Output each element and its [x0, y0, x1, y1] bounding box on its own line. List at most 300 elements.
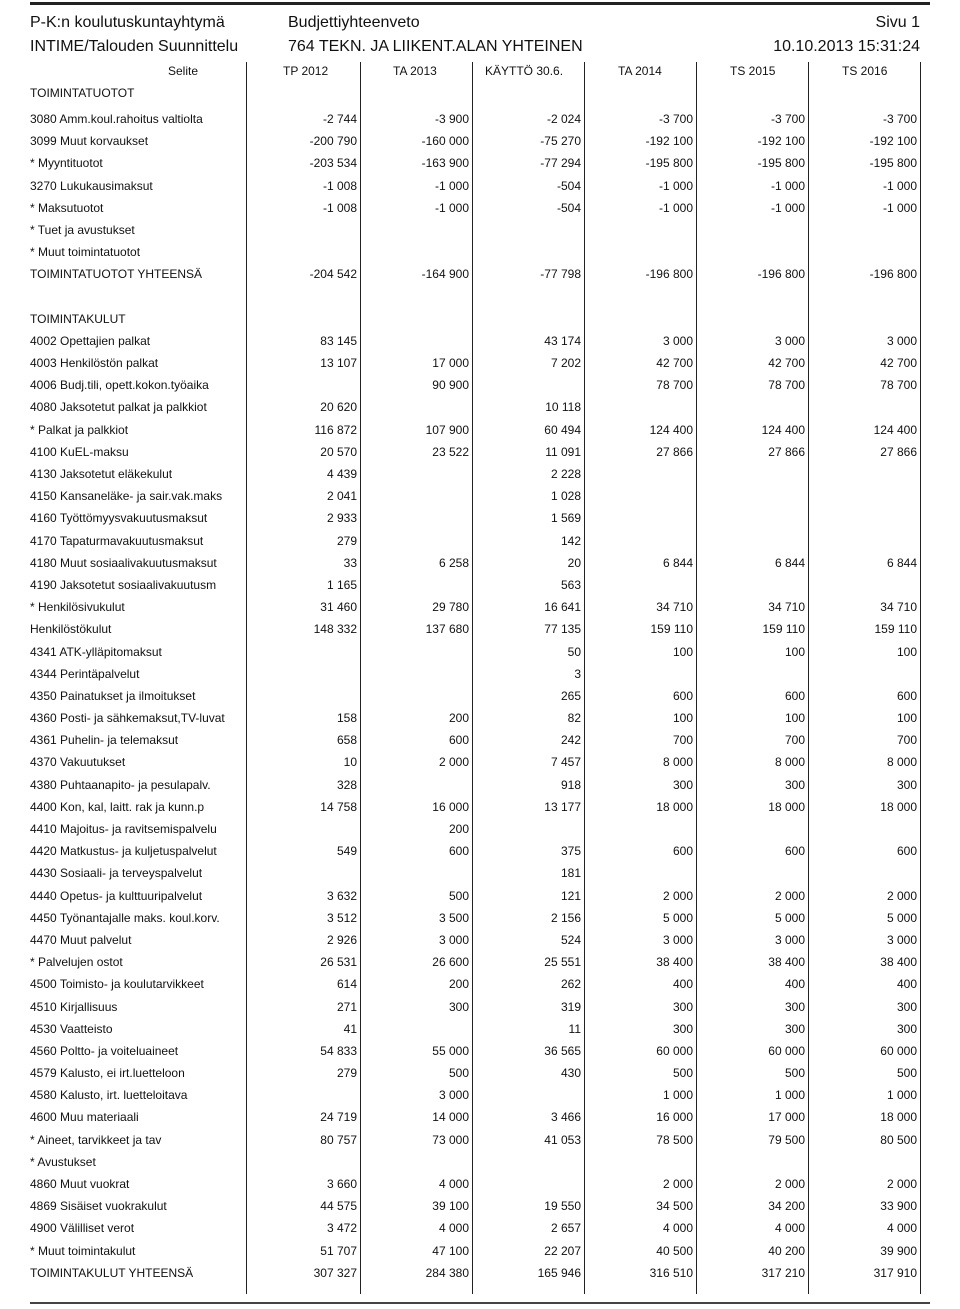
- cell-value: 124 400: [761, 422, 805, 437]
- row-label: 4420 Matkustus- ja kuljetuspalvelut: [30, 844, 217, 859]
- cell-value: 16 000: [432, 799, 469, 814]
- cell-value: 82: [567, 711, 581, 726]
- cell-value: -1 008: [322, 178, 357, 193]
- cell-value: 500: [672, 1066, 693, 1081]
- row-label: 4341 ATK-ylläpitomaksut: [30, 644, 162, 659]
- cell-value: 2 000: [774, 888, 805, 903]
- cell-value: 8 000: [774, 755, 805, 770]
- cell-value: 271: [336, 999, 357, 1014]
- cell-value: 430: [560, 1066, 581, 1081]
- table-row: [0, 1240, 960, 1262]
- cell-value: 500: [448, 1066, 469, 1081]
- cell-value: 3 472: [326, 1221, 357, 1236]
- cell-value: 600: [448, 844, 469, 859]
- cell-value: 100: [896, 711, 917, 726]
- bottom-rule: [30, 1302, 930, 1304]
- cell-value: 279: [336, 533, 357, 548]
- cell-value: 121: [560, 888, 581, 903]
- cell-value: 600: [672, 688, 693, 703]
- cell-value: 22 207: [544, 1243, 581, 1258]
- cell-value: 158: [336, 711, 357, 726]
- cell-value: 1 569: [550, 511, 581, 526]
- selite-label: Selite: [168, 64, 199, 78]
- cell-value: 2 933: [326, 511, 357, 526]
- table-row: [0, 751, 960, 773]
- cell-value: -3 900: [434, 112, 469, 126]
- cell-value: -196 800: [645, 267, 693, 282]
- cell-value: 23 522: [432, 444, 469, 459]
- cell-value: 20 570: [320, 444, 357, 459]
- cell-value: 38 400: [880, 955, 917, 970]
- cell-value: 34 500: [656, 1199, 693, 1214]
- cell-value: 524: [560, 932, 581, 947]
- cell-value: 300: [784, 1021, 805, 1036]
- row-label: 4450 Työnantajalle maks. koul.korv.: [30, 910, 220, 925]
- cell-value: 200: [448, 822, 469, 836]
- row-label: 4360 Posti- ja sähkemaksut,TV-luvat: [30, 711, 225, 726]
- cell-value: 27 866: [768, 444, 805, 459]
- cell-value: -160 000: [421, 134, 469, 149]
- cell-value: -2 744: [322, 112, 357, 126]
- cell-value: 600: [896, 688, 917, 703]
- cell-value: 2 000: [886, 888, 917, 903]
- table-row: [0, 352, 960, 374]
- cell-value: -192 100: [645, 134, 693, 149]
- cell-value: -196 800: [869, 267, 917, 282]
- cell-value: 4 000: [774, 1221, 805, 1236]
- cell-value: 24 719: [320, 1110, 357, 1125]
- section-title: TOIMINTATUOTOT: [30, 86, 135, 100]
- cell-value: 83 145: [320, 333, 357, 348]
- cell-value: 124 400: [649, 422, 693, 437]
- cell-value: 20 620: [320, 400, 357, 415]
- row-label: 3099 Muut korvaukset: [30, 134, 149, 149]
- cell-value: 10: [343, 755, 357, 770]
- cell-value: 5 000: [662, 910, 693, 925]
- cell-value: 8 000: [886, 755, 917, 770]
- col-header-ts2015: TS 2015: [730, 64, 776, 78]
- cell-value: 500: [896, 1066, 917, 1081]
- cell-value: 700: [784, 733, 805, 748]
- cell-value: 39 100: [432, 1199, 469, 1214]
- row-label: 4344 Perintäpalvelut: [30, 666, 140, 681]
- cell-value: 47 100: [432, 1243, 469, 1258]
- cell-value: 2 041: [326, 489, 357, 504]
- cell-value: 107 900: [425, 422, 469, 437]
- table-row: [0, 862, 960, 884]
- row-label: 3080 Amm.koul.rahoitus valtiolta: [30, 112, 203, 126]
- cell-value: 40 500: [656, 1243, 693, 1258]
- cell-value: 300: [784, 999, 805, 1014]
- cell-value: 5 000: [774, 910, 805, 925]
- cell-value: 2 000: [662, 1177, 693, 1191]
- cell-value: 1 028: [550, 489, 581, 504]
- row-label: 4100 KuEL-maksu: [30, 444, 129, 459]
- col-header-ta2013: TA 2013: [393, 64, 437, 78]
- cell-value: 34 710: [768, 600, 805, 615]
- cell-value: 80 500: [880, 1132, 917, 1147]
- row-label: 4370 Vakuutukset: [30, 755, 126, 770]
- cell-value: 4 000: [662, 1221, 693, 1236]
- cell-value: 2 228: [550, 467, 581, 481]
- row-label: * Muut toimintakulut: [30, 1243, 136, 1258]
- cell-value: -200 790: [309, 134, 357, 149]
- table-row: [0, 1040, 960, 1062]
- cell-value: 4 000: [886, 1221, 917, 1236]
- cell-value: 90 900: [432, 378, 469, 393]
- cell-value: 3 632: [326, 888, 357, 903]
- cell-value: 18 000: [880, 1110, 917, 1125]
- cell-value: 6 844: [662, 555, 693, 570]
- cell-value: 2 000: [774, 1177, 805, 1191]
- top-rule: [30, 2, 930, 5]
- cell-value: 11 091: [545, 444, 581, 459]
- cell-value: 375: [560, 844, 581, 859]
- table-row: [0, 774, 960, 796]
- table-row: [0, 596, 960, 618]
- cell-value: 78 700: [656, 378, 693, 393]
- cell-value: 18 000: [656, 799, 693, 814]
- cell-value: 11: [568, 1021, 581, 1036]
- cell-value: 100: [784, 711, 805, 726]
- cell-value: 600: [784, 688, 805, 703]
- cell-value: 242: [560, 733, 581, 748]
- report-datetime: 10.10.2013 15:31:24: [773, 38, 920, 55]
- cell-value: 307 327: [313, 1265, 357, 1280]
- cell-value: -195 800: [757, 156, 805, 171]
- row-label: 4002 Opettajien palkat: [30, 333, 151, 348]
- cell-value: -3 700: [770, 112, 805, 126]
- cell-value: -1 000: [882, 178, 917, 193]
- cell-value: 60 000: [768, 1043, 805, 1058]
- table-row: [0, 419, 960, 441]
- cell-value: 300: [784, 777, 805, 792]
- cell-value: 6 258: [438, 555, 469, 570]
- cell-value: 34 200: [768, 1199, 805, 1214]
- cell-value: 1 000: [774, 1088, 805, 1103]
- cell-value: -1 000: [770, 200, 805, 215]
- table-row: [0, 951, 960, 973]
- row-label: 4361 Puhelin- ja telemaksut: [30, 733, 179, 748]
- cell-value: 124 400: [873, 422, 917, 437]
- table-row: [0, 1151, 960, 1173]
- cell-value: 159 110: [650, 622, 693, 637]
- cell-value: 500: [784, 1066, 805, 1081]
- cell-value: 400: [896, 977, 917, 992]
- cell-value: -164 900: [421, 267, 469, 282]
- cell-value: -2 024: [546, 112, 581, 126]
- row-label: 4560 Poltto- ja voiteluaineet: [30, 1043, 179, 1058]
- cell-value: 328: [336, 777, 357, 792]
- cell-value: 44 575: [320, 1199, 357, 1214]
- cell-value: 26 531: [320, 955, 357, 970]
- row-label: * Myyntituotot: [30, 156, 103, 171]
- cell-value: 549: [336, 844, 357, 859]
- cell-value: -163 900: [421, 156, 469, 171]
- cell-value: -192 100: [757, 134, 805, 149]
- cell-value: 19 550: [544, 1199, 581, 1214]
- cell-value: 4 439: [326, 467, 357, 481]
- row-label: 4170 Tapaturmavakuutusmaksut: [30, 533, 204, 548]
- cell-value: 1 000: [886, 1088, 917, 1103]
- table-row: [0, 1262, 960, 1284]
- row-label: 4530 Vaatteisto: [30, 1021, 113, 1036]
- table-row: [0, 485, 960, 507]
- cell-value: 7 202: [550, 356, 581, 371]
- table-row: [0, 175, 960, 197]
- cell-value: -195 800: [869, 156, 917, 171]
- table-row: [0, 996, 960, 1018]
- row-label: * Palkat ja palkkiot: [30, 422, 129, 437]
- cell-value: 27 866: [880, 444, 917, 459]
- cell-value: 25 551: [544, 955, 581, 970]
- report-title: Budjettiyhteenveto: [288, 14, 420, 31]
- cell-value: 3 000: [438, 1088, 469, 1103]
- cell-value: -196 800: [757, 267, 805, 282]
- cell-value: 8 000: [662, 755, 693, 770]
- cell-value: 100: [896, 644, 917, 659]
- cell-value: 600: [448, 733, 469, 748]
- row-label: 4080 Jaksotetut palkat ja palkkiot: [30, 400, 207, 415]
- table-row: [0, 1195, 960, 1217]
- cell-value: 3 466: [550, 1110, 581, 1125]
- page-number: Sivu 1: [875, 14, 920, 31]
- cell-value: 60 000: [656, 1043, 693, 1058]
- cell-value: 300: [672, 777, 693, 792]
- cell-value: 614: [336, 977, 357, 992]
- cell-value: 50: [567, 644, 581, 659]
- cell-value: 3 000: [662, 932, 693, 947]
- cell-value: 33: [343, 555, 357, 570]
- cell-value: 18 000: [880, 799, 917, 814]
- cell-value: 600: [896, 844, 917, 859]
- cell-value: -203 534: [309, 156, 357, 171]
- cell-value: -77 294: [540, 156, 581, 171]
- cell-value: 51 707: [320, 1243, 357, 1258]
- cell-value: 39 900: [880, 1243, 917, 1258]
- cell-value: 26 600: [432, 955, 469, 970]
- cell-value: -1 000: [882, 200, 917, 215]
- cell-value: 34 710: [656, 600, 693, 615]
- row-label: 4190 Jaksotetut sosiaalivakuutusm: [30, 577, 217, 592]
- table-row: [0, 818, 960, 840]
- cell-value: 165 946: [537, 1265, 581, 1280]
- row-label: 4130 Jaksotetut eläkekulut: [30, 467, 173, 481]
- cell-value: 42 700: [880, 356, 917, 371]
- cell-value: 3 000: [662, 333, 693, 348]
- row-label: 4380 Puhtaanapito- ja pesulapalv.: [30, 777, 211, 792]
- cell-value: -3 700: [658, 112, 693, 126]
- cell-value: -1 000: [434, 200, 469, 215]
- cell-value: 36 565: [544, 1043, 581, 1058]
- cell-value: 319: [560, 999, 581, 1014]
- cell-value: 55 000: [432, 1043, 469, 1058]
- cell-value: 3 000: [438, 932, 469, 947]
- cell-value: 6 844: [886, 555, 917, 570]
- cell-value: 14 000: [432, 1110, 469, 1125]
- table-row: [0, 1217, 960, 1239]
- cell-value: -204 542: [309, 267, 357, 282]
- cell-value: 80 757: [320, 1132, 357, 1147]
- cell-value: 4 000: [438, 1221, 469, 1236]
- cell-value: 3 660: [326, 1177, 357, 1191]
- cell-value: 316 510: [649, 1265, 693, 1280]
- table-row: [0, 796, 960, 818]
- cell-value: 43 174: [544, 333, 581, 348]
- unit-name: INTIME/Talouden Suunnittelu: [30, 38, 239, 55]
- cell-value: 60 000: [880, 1043, 917, 1058]
- cell-value: 2 926: [326, 932, 357, 947]
- col-header-ta2014: TA 2014: [618, 64, 662, 78]
- row-label: TOIMINTAKULUT: [30, 311, 126, 326]
- row-label: * Maksutuotot: [30, 200, 104, 215]
- cell-value: 78 700: [768, 378, 805, 393]
- cell-value: 13 107: [320, 356, 357, 371]
- table-row: [0, 885, 960, 907]
- table-row: [0, 241, 960, 263]
- row-label: 4430 Sosiaali- ja terveyspalvelut: [30, 866, 203, 881]
- cell-value: 17 000: [768, 1110, 805, 1125]
- table-row: [0, 463, 960, 485]
- table-row: [0, 330, 960, 352]
- cell-value: 77 135: [544, 622, 581, 637]
- cell-value: 400: [672, 977, 693, 992]
- org-name: P-K:n koulutuskuntayhtymä: [30, 14, 225, 31]
- cell-value: 262: [560, 977, 581, 992]
- cell-value: 918: [560, 777, 581, 792]
- cell-value: 137 680: [425, 622, 469, 637]
- table-row: [0, 507, 960, 529]
- cell-value: 78 700: [880, 378, 917, 393]
- row-label: * Muut toimintatuotot: [30, 245, 141, 260]
- row-label: 4400 Kon, kal, laitt. rak ja kunn.p: [30, 799, 205, 814]
- cell-value: 60 494: [544, 422, 581, 437]
- cell-value: 41 053: [544, 1132, 581, 1147]
- cell-value: 200: [448, 977, 469, 992]
- row-label: * Tuet ja avustukset: [30, 222, 135, 237]
- table-row: [0, 219, 960, 241]
- cell-value: 300: [448, 999, 469, 1014]
- table-row: [0, 197, 960, 219]
- table-row: [0, 1062, 960, 1084]
- table-row: [0, 1018, 960, 1040]
- cell-value: 658: [336, 733, 357, 748]
- cell-value: 14 758: [320, 799, 357, 814]
- cell-value: 563: [560, 577, 581, 592]
- table-row: [0, 308, 960, 330]
- cell-value: 33 900: [880, 1199, 917, 1214]
- row-label: 4600 Muu materiaali: [30, 1110, 139, 1125]
- row-label: 4160 Työttömyysvakuutusmaksut: [30, 511, 208, 526]
- table-row: [0, 729, 960, 751]
- cell-value: 100: [672, 644, 693, 659]
- row-label: 4900 Välilliset verot: [30, 1221, 135, 1236]
- table-row: [0, 530, 960, 552]
- cell-value: 300: [896, 777, 917, 792]
- table-row: [0, 641, 960, 663]
- table-row: [0, 574, 960, 596]
- cell-value: 600: [672, 844, 693, 859]
- table-row: [0, 441, 960, 463]
- cell-value: 40 200: [768, 1243, 805, 1258]
- row-label: 4860 Muut vuokrat: [30, 1177, 130, 1191]
- cell-value: 29 780: [432, 600, 469, 615]
- cell-value: 18 000: [768, 799, 805, 814]
- table-row: [0, 552, 960, 574]
- cell-value: 3 000: [886, 932, 917, 947]
- table-row: [0, 663, 960, 685]
- cell-value: 300: [896, 999, 917, 1014]
- row-label: 4500 Toimisto- ja koulutarvikkeet: [30, 977, 204, 992]
- cell-value: -3 700: [882, 112, 917, 126]
- row-label: 4470 Muut palvelut: [30, 932, 132, 947]
- table-row: [0, 973, 960, 995]
- col-header-ts2016: TS 2016: [842, 64, 888, 78]
- cell-value: 34 710: [880, 600, 917, 615]
- cell-value: 3 000: [774, 932, 805, 947]
- cell-value: -195 800: [645, 156, 693, 171]
- cell-value: 10 118: [545, 400, 581, 415]
- cell-value: 1 165: [326, 577, 357, 592]
- cell-value: 300: [672, 1021, 693, 1036]
- cell-value: 284 380: [425, 1265, 469, 1280]
- cell-value: 4 000: [438, 1177, 469, 1191]
- row-label: * Avustukset: [30, 1154, 96, 1169]
- table-row: [0, 618, 960, 640]
- cell-value: 17 000: [432, 356, 469, 371]
- col-header-tp2012: TP 2012: [283, 64, 329, 78]
- cell-value: -1 008: [322, 200, 357, 215]
- cell-value: 6 844: [774, 555, 805, 570]
- cell-value: 7 457: [550, 755, 581, 770]
- cell-value: 159 110: [762, 622, 805, 637]
- table-row: [0, 374, 960, 396]
- cell-value: 200: [448, 711, 469, 726]
- cell-value: 300: [896, 1021, 917, 1036]
- cell-value: 1 000: [662, 1088, 693, 1103]
- table-row: [0, 130, 960, 152]
- cell-value: -504: [556, 178, 581, 193]
- cell-value: 16 641: [544, 600, 581, 615]
- cell-value: 279: [336, 1066, 357, 1081]
- row-label: 4150 Kansaneläke- ja sair.vak.maks: [30, 489, 223, 504]
- cell-value: 42 700: [768, 356, 805, 371]
- row-label: TOIMINTATUOTOT YHTEENSÄ: [30, 267, 203, 282]
- cell-value: 2 000: [438, 755, 469, 770]
- budget-table: [0, 108, 960, 1284]
- cell-value: 700: [896, 733, 917, 748]
- cell-value: -1 000: [770, 178, 805, 193]
- table-row: [0, 152, 960, 174]
- row-label: Henkilöstökulut: [30, 622, 112, 637]
- cell-value: 38 400: [768, 955, 805, 970]
- table-row: [0, 1106, 960, 1128]
- cell-value: 181: [560, 866, 581, 881]
- row-label: * Aineet, tarvikkeet ja tav: [30, 1132, 162, 1147]
- cell-value: -192 100: [869, 134, 917, 149]
- cell-value: -1 000: [658, 178, 693, 193]
- cell-value: 148 332: [313, 622, 357, 637]
- row-label: 4440 Opetus- ja kulttuuripalvelut: [30, 888, 203, 903]
- row-label: 4003 Henkilöstön palkat: [30, 356, 159, 371]
- table-row: [0, 907, 960, 929]
- table-row: [0, 1084, 960, 1106]
- cell-value: 100: [784, 644, 805, 659]
- col-header-kaytto: KÄYTTÖ 30.6.: [485, 64, 564, 78]
- cell-value: 3: [574, 666, 581, 681]
- table-row: [0, 840, 960, 862]
- cell-value: 2 657: [550, 1221, 581, 1236]
